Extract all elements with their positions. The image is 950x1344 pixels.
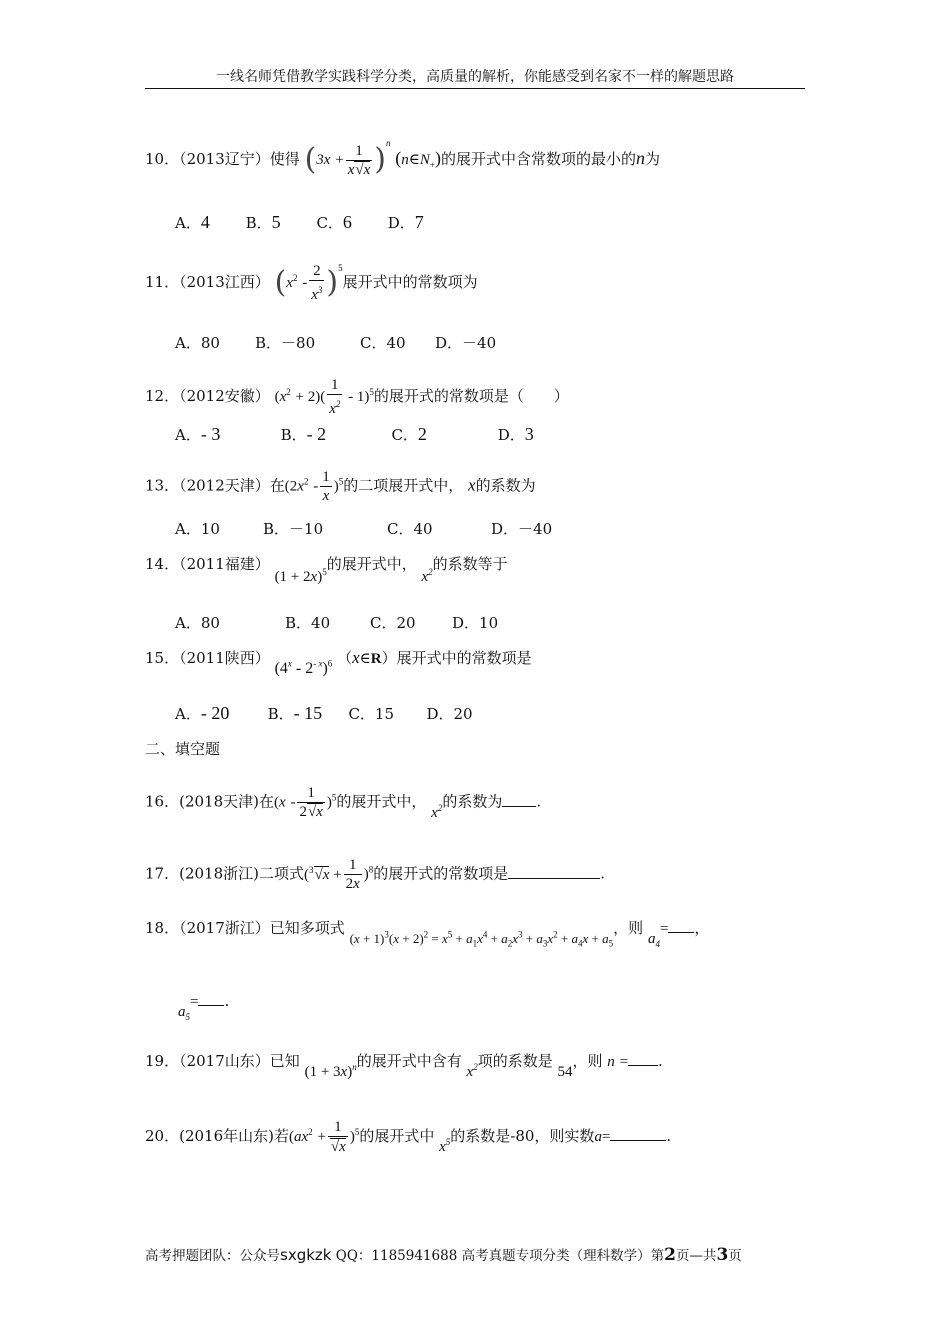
question-11: 11．（2013江西） ($x^2$ - $\frac{2}{x^3}$ )$^5$展开式中的常数项为 — [145, 263, 478, 303]
page-footer: 高考押题团队：公众号sxgkzk QQ：1185941688 高考真题专项分类（理科数学）第2页—共3页 — [145, 1245, 742, 1265]
options-15: A．- 20 B．- 15 C．15 D．20 — [175, 703, 473, 723]
question-12: 12．（2012安徽） $(x^2 + 2)$( $\frac{1}{x^2}$ - 1)$^5$的展开式的常数项是（ ） — [145, 377, 569, 417]
question-18: 18．（2017浙江）已知多项式 $(x + 1)^3(x + 2)^2 = x^5 + a_1x^4 + a_2x^3 + a_3x^2 + a_4x + a_5$，则 $a_4=$ ， — [145, 919, 710, 949]
question-17: 17．(2018浙江)二项式($^3$√x + $\frac{1}{2x}$ )$^8$的展开式的常数项是 . — [145, 857, 606, 892]
question-10: 10．（2013辽宁）使得 (3x + $\frac{1}{x√x}$ )$^n$ $(n\in N_+)$的展开式中含常数项的最小的n为 — [145, 138, 661, 178]
options-12: A．- 3 B．- 2 C．2 D．3 — [175, 424, 534, 444]
question-15: 15．（2011陕西） $(4^x - 2^{- x})^6$ （x∈R）展开式中的常数项是 — [145, 648, 532, 677]
options-13: A．10 B．－10 C．40 D．－40 — [175, 520, 553, 538]
options-14: A．80 B．40 C．20 D．10 — [175, 614, 499, 632]
page-total: 3 — [716, 1245, 729, 1265]
header-divider — [145, 88, 805, 89]
options-11: A．80 B．－80 C．40 D．－40 — [175, 334, 497, 352]
question-19: 19．（2017山东）已知 $(1 + 3x)^n$的展开式中含有 $x^2$项的系数是 54，则 n = . — [145, 1052, 663, 1080]
question-20: 20．(2016年山东)若($ax^2$ + $\frac{1}{√x}$ )$^5$的展开式中 $x^5$的系数是-80，则实数a= . — [145, 1119, 672, 1155]
options-10: A．4 B．5 C．6 D．7 — [175, 212, 424, 232]
question-13: 13．（2012天津）在($2x^2$ - $\frac{1}{x}$ )$^5$的二项展开式中， x的系数为 — [145, 469, 536, 504]
section-title: 二、填空题 — [145, 740, 221, 758]
question-14: 14．（2011福建） $(1 + 2x)^5$的展开式中， $x^2$的系数等于 — [145, 555, 508, 585]
question-16: 16．(2018天津)在(x - $\frac{1}{2√x}$ )$^5$的展开式中， $x^2$的系数为 . — [145, 785, 542, 821]
page-header: 一线名师凭借教学实践科学分类，高质量的解析，你能感受到名家不一样的解题思路 — [216, 69, 734, 85]
page-number: 2 — [664, 1245, 676, 1265]
question-18-cont: $a_5=$ . — [178, 992, 230, 1022]
